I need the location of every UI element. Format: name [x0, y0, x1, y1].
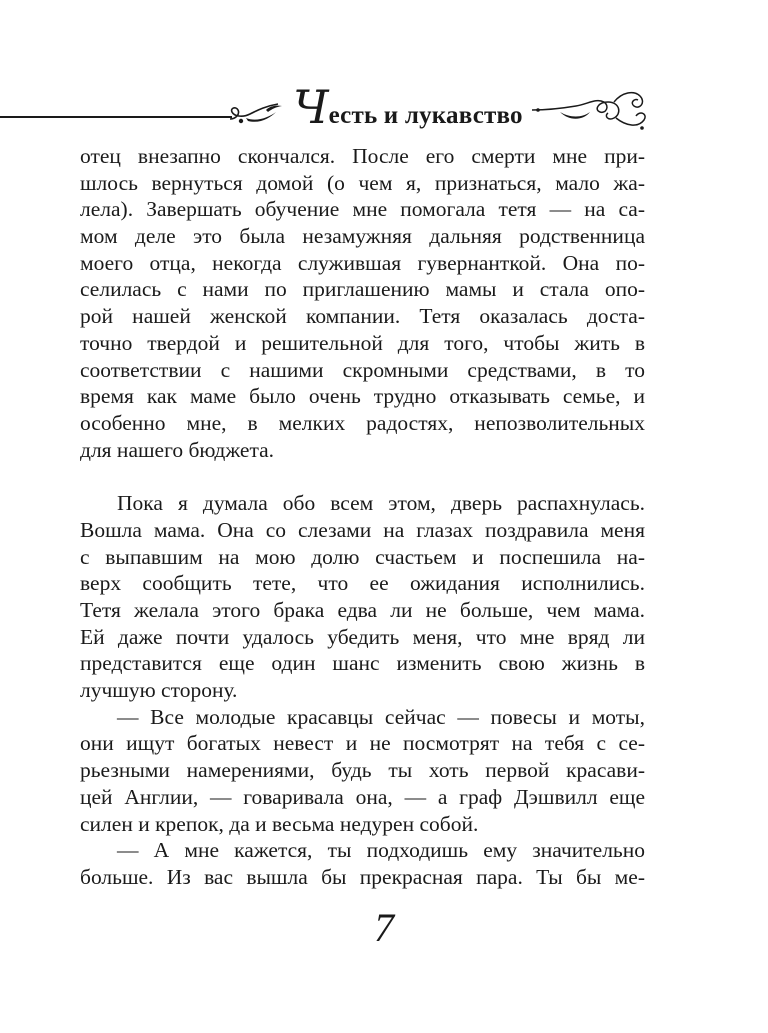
flourish-right-icon — [530, 88, 648, 132]
body-text — [80, 143, 645, 891]
text-line: рой нашей женской компании. Тетя оказалась доста- — [80, 304, 645, 329]
header-title — [293, 82, 523, 132]
text-line: селилась с нами по приглашению мамы и стала опо- — [80, 277, 645, 302]
text-line: соответствии с нашими скромными средствами, в то — [80, 357, 645, 382]
text-line: Вошла мама. Она со слезами на глазах поздравила меня — [80, 517, 645, 542]
text-line: верх сообщить тете, что ее ожидания исполнились. — [80, 571, 645, 596]
text-line: рьезными намерениями, будь ты хоть первой красави- — [80, 758, 645, 783]
text-line: шлось вернуться домой (о чем я, признаться, мало жа- — [80, 170, 645, 195]
page-number: 7 — [374, 905, 394, 950]
text-line: с выпавшим на мою долю счастьем и поспешила на- — [80, 544, 645, 569]
header-rule — [0, 116, 232, 118]
text-line: они ищут богатых невест и не посмотрят на тебя с се- — [80, 731, 645, 756]
text-line: время как маме было очень трудно отказывать семье, и — [80, 384, 645, 409]
text-line: силен и крепок, да и весьма недурен собой. — [80, 811, 479, 836]
text-line: больше. Из вас вышла бы прекрасная пара. Ты бы ме- — [80, 864, 645, 889]
text-line: точно твердой и решительной для того, чтобы жить в — [80, 330, 645, 355]
header-title-text: есть и лукавство — [328, 102, 523, 129]
text-line: моего отца, некогда служившая гувернанткой. Она по- — [80, 250, 645, 275]
paragraph-gap — [80, 463, 645, 490]
text-line: мом деле это была незамужняя дальняя родственница — [80, 224, 645, 249]
text-line: Тетя желала этого брака едва ли не больше, чем мама. — [80, 598, 645, 622]
text-line: отец внезапно скончался. После его смерти мне при- — [80, 144, 645, 168]
text-line: цей Англии, — говаривала она, — а граф Дэшвилл еще — [80, 784, 645, 809]
running-header — [0, 70, 768, 140]
flourish-left-icon — [226, 100, 288, 126]
text-line: Пока я думала обо всем этом, дверь распахнулась. — [117, 491, 645, 516]
text-line: — Все молодые красавцы сейчас — повесы и моты, — [117, 704, 645, 729]
text-line: особенно мне, в мелких радостях, непозволительных — [80, 410, 645, 435]
text-line: Ей даже почти удалось убедить меня, что мне вряд ли — [80, 624, 645, 649]
text-line: лучшую сторону. — [80, 678, 238, 703]
text-line: лела). Завершать обучение мне помогала тетя — на са- — [80, 197, 645, 222]
text-line: для нашего бюджета. — [80, 437, 275, 462]
text-line: представится еще один шанс изменить свою жизнь в — [80, 651, 645, 676]
header-title-initial: Ч — [293, 80, 329, 134]
text-line: — А мне кажется, ты подходишь ему значительно — [117, 838, 645, 863]
